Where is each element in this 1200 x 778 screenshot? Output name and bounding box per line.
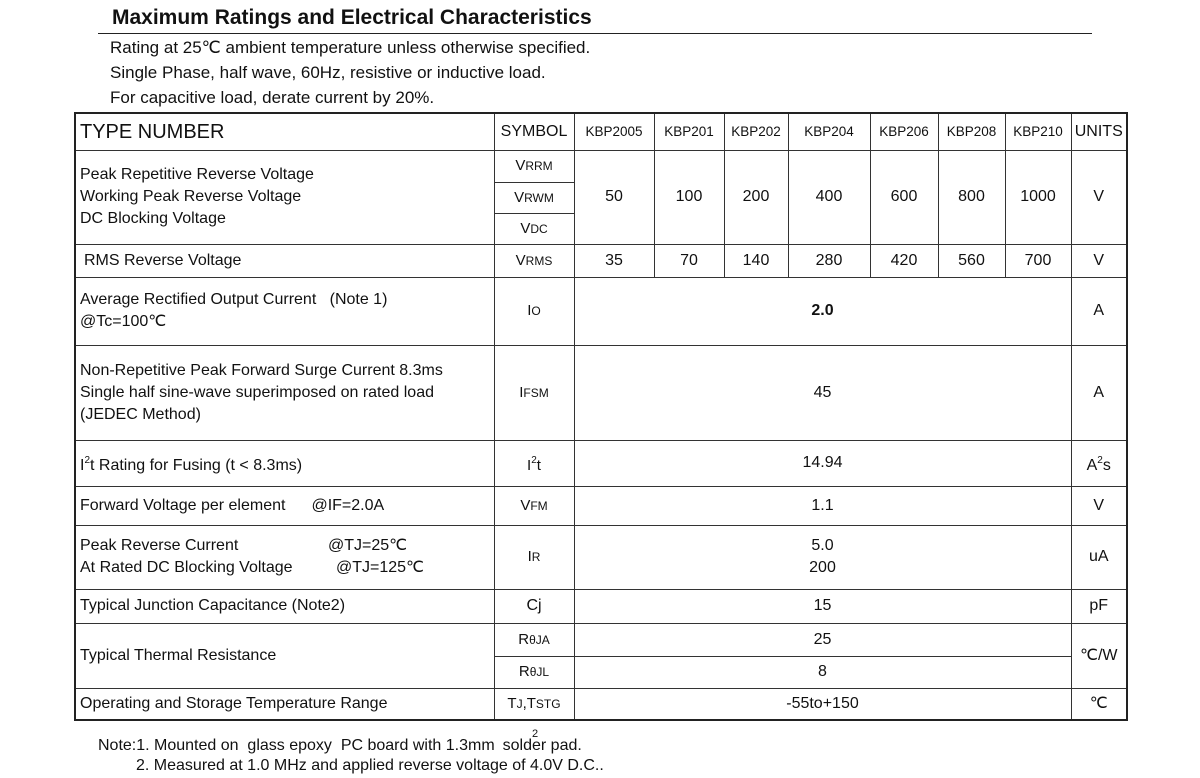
part-header: KBP204: [788, 113, 870, 150]
param-label: [75, 277, 494, 345]
param-text: Non-Repetitive Peak Forward Surge Current 8.3ms: [80, 361, 443, 379]
param-label: Typical Junction Capacitance (Note2): [75, 589, 494, 623]
note-1: [98, 728, 582, 756]
condition-line-2: Single Phase, half wave, 60Hz, resistive or inductive load.: [110, 63, 546, 82]
value-cell: 280: [788, 244, 870, 277]
param-label: Working Peak Reverse Voltage: [80, 188, 302, 205]
unit-cell: V: [1071, 486, 1127, 525]
param-label: [75, 525, 494, 589]
symbol-sub: FM: [530, 498, 548, 513]
note-1-text: Note:1. Mounted on glass epoxy PC board with 1.3mm: [98, 737, 495, 754]
symbol-main: V: [515, 157, 526, 174]
note-1-post: solder pad.: [502, 737, 582, 754]
symbol-main: R: [518, 663, 530, 680]
param-text: I: [80, 456, 85, 474]
param-condition: @TJ=125℃: [336, 559, 425, 576]
unit-cell: ℃/W: [1071, 623, 1127, 688]
vfm-row: [75, 486, 1127, 525]
param-text: Single half sine-wave superimposed on rated load: [80, 383, 434, 401]
value-cell: 420: [870, 244, 938, 277]
symbol-sub: O: [531, 304, 541, 318]
value-cell: 100: [654, 150, 724, 244]
symbol-cell: [494, 623, 574, 656]
unit-cell: V: [1071, 150, 1127, 244]
param-line: [80, 535, 494, 557]
unit-cell: uA: [1071, 525, 1127, 589]
value-cell: 700: [1005, 244, 1071, 277]
param-text: Average Rectified Output Current (Note 1): [80, 291, 388, 308]
symbol-sub: θJL: [529, 665, 550, 679]
param-label: Peak Repetitive Reverse Voltage: [80, 166, 314, 183]
symbol-main: V: [520, 219, 531, 237]
symbol-cell: [494, 150, 574, 182]
symbol-cell: [494, 345, 574, 440]
unit-cell: ℃: [1071, 688, 1127, 720]
unit-cell: A: [1071, 345, 1127, 440]
value-cell: 200: [724, 150, 788, 244]
symbol-cell: [494, 277, 574, 345]
value-cell: 45: [574, 345, 1071, 440]
value-cell: 560: [938, 244, 1005, 277]
value-cell: 800: [938, 150, 1005, 244]
unit-superscript: 2: [1097, 454, 1103, 466]
symbol-cell: [494, 525, 574, 589]
value-cell: 50: [574, 150, 654, 244]
i2t-row: [75, 440, 1127, 486]
condition-line-3: For capacitive load, derate current by 20%.: [110, 88, 435, 107]
symbol-cell: [494, 656, 574, 688]
unit-post: s: [1102, 456, 1111, 474]
param-label: Operating and Storage Temperature Range: [75, 688, 494, 720]
unit-cell: A: [1071, 277, 1127, 345]
param-condition: @TJ=25℃: [328, 537, 408, 554]
param-line: [80, 557, 494, 579]
units-header: UNITS: [1071, 113, 1127, 150]
symbol-sub: J: [516, 696, 523, 711]
voltage-row: [75, 150, 1127, 182]
symbol-sub: RWM: [524, 190, 554, 205]
param-condition: @IF=2.0A: [311, 496, 385, 514]
temp-row: [75, 688, 1127, 720]
param-text: Peak Reverse Current: [80, 537, 239, 554]
voltage-params: [75, 150, 494, 244]
unit-cell: [1071, 440, 1127, 486]
symbol-cell: [494, 688, 574, 720]
note-1-superscript: 2: [532, 728, 539, 740]
part-header: KBP202: [724, 113, 788, 150]
symbol-main: I: [527, 302, 532, 319]
param-label: DC Blocking Voltage: [80, 210, 226, 227]
param-text: RMS Reverse Voltage: [84, 251, 242, 269]
value-cell: 70: [654, 244, 724, 277]
part-header: KBP208: [938, 113, 1005, 150]
param-text: (JEDEC Method): [80, 405, 201, 423]
value-cell: 25: [574, 623, 1071, 656]
part-header: KBP201: [654, 113, 724, 150]
value-cell: 35: [574, 244, 654, 277]
param-superscript: 2: [84, 454, 91, 466]
type-number-header: TYPE NUMBER: [75, 113, 494, 150]
symbol-main: I: [527, 548, 532, 565]
symbol-main: I: [527, 456, 532, 474]
part-header: KBP2005: [574, 113, 654, 150]
part-header: KBP210: [1005, 113, 1071, 150]
symbol-main: V: [520, 496, 531, 514]
symbol-cell: [494, 486, 574, 525]
note-2: 2. Measured at 1.0 MHz and applied reverse voltage of 4.0V D.C..: [136, 757, 604, 774]
part-header: KBP206: [870, 113, 938, 150]
symbol-sub: DC: [530, 221, 548, 236]
rms-row: [75, 244, 1127, 277]
param-condition: @Tc=100℃: [80, 313, 167, 330]
symbol-main: I: [519, 383, 524, 401]
param-text: At Rated DC Blocking Voltage: [80, 559, 293, 576]
symbol-cell: [494, 244, 574, 277]
symbol-sep: ,: [522, 694, 527, 712]
title-underline: [98, 33, 1092, 34]
symbol-main: T: [507, 694, 517, 712]
symbol-post: t: [536, 456, 541, 474]
condition-line-1: Rating at 25℃ ambient temperature unless otherwise specified.: [110, 38, 591, 57]
ifsm-row: [75, 345, 1127, 440]
value-line: 200: [809, 559, 836, 576]
symbol-cell: Cj: [494, 589, 574, 623]
param-text: Forward Voltage per element: [80, 496, 286, 514]
value-cell: 8: [574, 656, 1071, 688]
value-cell: 140: [724, 244, 788, 277]
param-label: [75, 486, 494, 525]
header-row: [75, 113, 1127, 150]
ir-row: [75, 525, 1127, 589]
value-cell: 15: [574, 589, 1071, 623]
param-label: Typical Thermal Resistance: [75, 623, 494, 688]
symbol-cell: [494, 213, 574, 244]
unit-cell: pF: [1071, 589, 1127, 623]
value-cell: 1.1: [574, 486, 1071, 525]
section-title: Maximum Ratings and Electrical Characteristics: [112, 6, 592, 29]
value-cell: 2.0: [574, 277, 1071, 345]
param-text: t Rating for Fusing (t < 8.3ms): [90, 456, 303, 474]
symbol-sub: R: [531, 550, 541, 564]
symbol-sub: STG: [535, 696, 561, 711]
symbol-main: T: [526, 694, 536, 712]
param-label: [75, 244, 494, 277]
symbol-sub: RMS: [525, 253, 553, 268]
symbol-superscript: 2: [531, 454, 537, 466]
symbol-sub: FSM: [523, 385, 549, 400]
thermal-row: [75, 623, 1127, 656]
value-cell: -55to+150: [574, 688, 1071, 720]
param-label: [75, 440, 494, 486]
unit-cell: V: [1071, 244, 1127, 277]
symbol-cell: [494, 440, 574, 486]
ratings-table: [74, 112, 1128, 721]
symbol-sub: RRM: [525, 159, 553, 173]
unit-main: A: [1086, 456, 1098, 474]
cj-row: [75, 589, 1127, 623]
symbol-header: SYMBOL: [494, 113, 574, 150]
io-row: [75, 277, 1127, 345]
symbol-main: V: [514, 188, 525, 206]
symbol-cell: [494, 182, 574, 213]
symbol-main: R: [518, 630, 530, 648]
param-label: [75, 345, 494, 440]
value-cell: 14.94: [574, 440, 1071, 486]
value-line: 5.0: [811, 537, 834, 554]
value-cell: [574, 525, 1071, 589]
value-cell: 400: [788, 150, 870, 244]
value-cell: 1000: [1005, 150, 1071, 244]
symbol-sub: θJA: [529, 632, 550, 647]
value-cell: 600: [870, 150, 938, 244]
symbol-main: V: [515, 251, 526, 269]
